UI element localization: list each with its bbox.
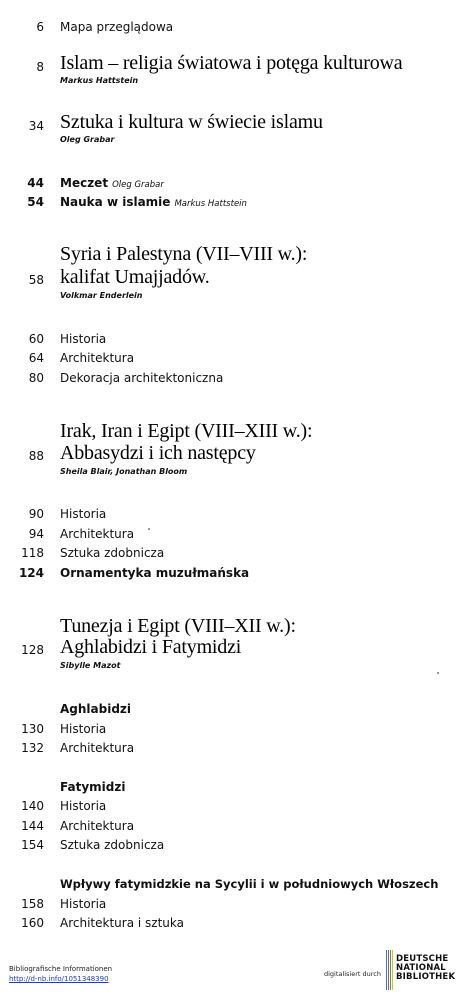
toc-page-number: 124 [18,566,44,580]
toc-entry-text: Architektura [60,819,135,833]
dnb-logo-text [396,955,455,982]
dnb-logo-line: NATIONAL [396,963,446,973]
toc-page-number: 8 [36,60,44,74]
toc-chapter-title: Tunezja i Egipt (VIII–XII w.): [60,615,296,637]
toc-page-number: 54 [27,195,44,209]
toc-page-number: 140 [21,799,44,813]
toc-page-number: 158 [21,897,44,911]
toc-page-number: 6 [36,20,44,34]
toc-entry-author: Markus Hattstein [174,199,247,209]
toc-entry-text: Architektura [60,741,135,755]
toc-page-number: 88 [28,449,44,463]
dnb-logo [386,950,456,990]
toc-page-number: 80 [28,371,44,385]
toc-entry-text: Historia [60,722,107,736]
toc-chapter-author: Volkmar Enderlein [60,291,143,300]
toc-entry-text: Architektura i sztuka [60,916,184,930]
toc-entry-text [60,176,164,190]
toc-entry-text: Dekoracja architektoniczna [60,371,224,385]
toc-entry-title: Meczet [60,176,109,190]
toc-subheading: Fatymidzi [60,780,126,794]
digitized-by-label: digitalisiert durch [324,970,381,978]
toc-page-number: 144 [21,819,44,833]
toc-chapter-author: Oleg Grabar [60,135,115,144]
toc-page-number: 160 [21,916,44,930]
toc-chapter-title: Syria i Palestyna (VII–VIII w.): [60,243,308,265]
toc-subheading: Wpływy fatymidzkie na Sycylii i w południowych Włoszech [60,877,439,891]
toc-page-number: 90 [28,507,44,521]
toc-subheading: Aghlabidzi [60,702,132,716]
toc-entry-title: Nauka w islamie [60,195,171,209]
toc-page-number: 128 [21,643,44,657]
bibliographic-info-label: Bibliografische Informationen [9,965,113,973]
toc-page-number: 94 [28,527,44,541]
bibliographic-info-link[interactable]: http://d-nb.info/1051348390 [9,975,109,983]
toc-entry-text: Sztuka zdobnicza [60,546,165,560]
toc-entry-text: Ornamentyka muzułmańska [60,566,250,580]
toc-entry-text: Historia [60,332,107,346]
toc-entry-text: Sztuka zdobnicza [60,838,165,852]
toc-chapter-title: Irak, Iran i Egipt (VIII–XIII w.): [60,420,313,442]
toc-entry-text [60,195,247,209]
dnb-logo-line: DEUTSCHE [396,954,449,964]
toc-chapter-title: Islam – religia światowa i potęga kulturowa [60,52,403,74]
toc-entry-text: Historia [60,507,107,521]
toc-entry-text: Architektura [60,351,135,365]
dnb-logo-bars-icon [386,950,394,990]
dnb-logo-line: BIBLIOTHEK [396,972,456,982]
toc-chapter-author: Markus Hattstein [60,76,139,85]
toc-page-number: 34 [28,119,44,133]
toc-entry-text: Architektura [60,527,135,541]
toc-entry-text: Historia [60,897,107,911]
toc-page-number: 44 [27,176,44,190]
toc-page-number: 154 [21,838,44,852]
toc-chapter-title: kalifat Umajjadów. [60,266,210,288]
toc-page-number: 132 [21,741,44,755]
toc-page-number: 58 [28,273,44,287]
toc-page-number: 130 [21,722,44,736]
toc-chapter-author: Sibylle Mazot [60,661,121,670]
toc-chapter-title: Abbasydzi i ich następcy [60,442,256,464]
toc-chapter-author: Sheila Blair, Jonathan Bloom [60,467,188,476]
toc-entry-text: Historia [60,799,107,813]
toc-chapter-title: Sztuka i kultura w świecie islamu [60,111,323,133]
scan-speck [437,672,439,674]
toc-entry-text: Mapa przeglądowa [60,20,174,34]
toc-entry-author: Oleg Grabar [112,180,164,190]
toc-page-number: 118 [21,546,44,560]
toc-page-number: 60 [28,332,44,346]
scan-speck [148,528,150,530]
toc-chapter-title: Aghlabidzi i Fatymidzi [60,636,242,658]
toc-page-number: 64 [28,351,44,365]
